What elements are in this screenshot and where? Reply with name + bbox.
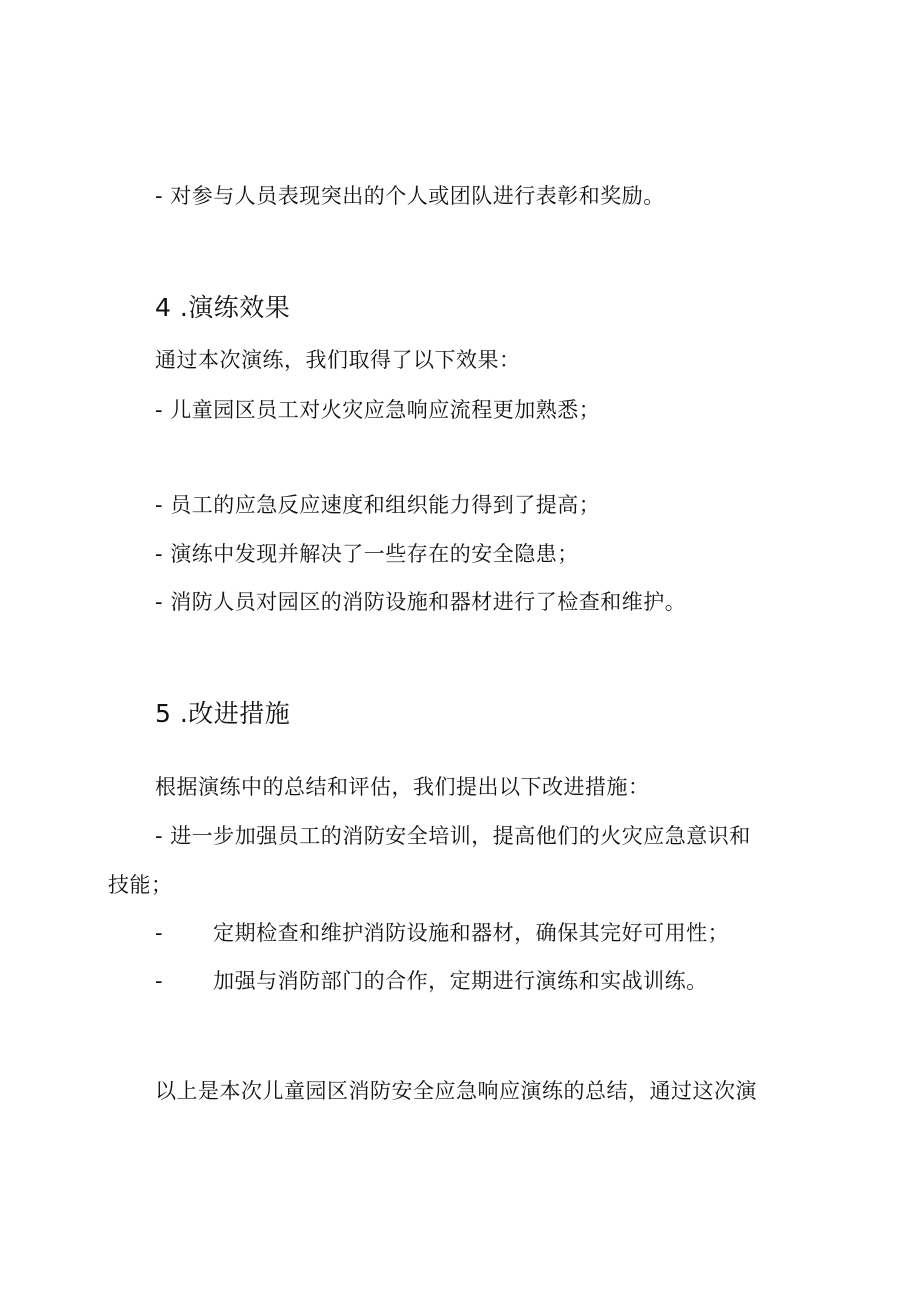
section5-item-1-line-1: - 进一步加强员工的消防安全培训，提高他们的火灾应急意识和 <box>155 824 751 848</box>
section4-item-4: - 消防人员对园区的消防设施和器材进行了检查和维护。 <box>155 590 687 614</box>
section4-item-1: - 儿童园区员工对火灾应急响应流程更加熟悉； <box>155 398 601 422</box>
section4-heading: 4 .演练效果 <box>155 293 291 322</box>
section4-item-3: - 演练中发现并解决了一些存在的安全隐患； <box>155 542 579 566</box>
bullet-dash: - <box>155 921 164 945</box>
section4-intro: 通过本次演练，我们取得了以下效果： <box>155 348 521 372</box>
section5-heading: 5 .改进措施 <box>155 699 291 728</box>
section5-item-2 <box>155 919 729 947</box>
conclusion-paragraph: 以上是本次儿童园区消防安全应急响应演练的总结，通过这次演 <box>155 1079 757 1103</box>
section5-item-3-text: 加强与消防部门的合作，定期进行演练和实战训练。 <box>213 969 708 993</box>
reward-bullet: - 对参与人员表现突出的个人或团队进行表彰和奖励。 <box>155 184 665 208</box>
bullet-dash: - <box>155 969 164 993</box>
section5-item-1-line-2: 技能； <box>108 873 173 897</box>
section5-item-2-text: 定期检查和维护消防设施和器材，确保其完好可用性； <box>213 921 730 945</box>
section5-item-3 <box>155 967 708 995</box>
section5-intro: 根据演练中的总结和评估，我们提出以下改进措施： <box>155 775 650 799</box>
section4-item-2: - 员工的应急反应速度和组织能力得到了提高； <box>155 493 601 517</box>
